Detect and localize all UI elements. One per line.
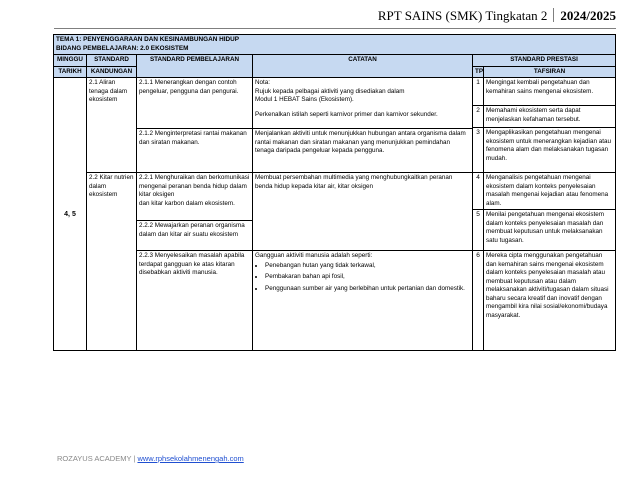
tp-number: 4 xyxy=(473,173,484,210)
theme-cell xyxy=(54,35,616,55)
sp-2-1-2: 2.1.2 Menginterpretasi rantai makanan dan siratan makanan. xyxy=(137,129,253,173)
list-item: • Pembakaran bahan api fosil, xyxy=(265,273,470,282)
col-standard-prestasi: STANDARD PRESTASI xyxy=(473,55,616,67)
sp-2-1-1: 2.1.1 Menerangkan dengan contoh pengeluar, pengguna dan pengurai. xyxy=(137,78,253,129)
note-line: Modul 1 HEBAT Sains (Ekosistem). xyxy=(255,96,354,104)
note-title: Gangguan aktiviti manusia adalah seperti: xyxy=(255,252,373,260)
disturbance-list xyxy=(255,262,470,294)
header-rule xyxy=(54,28,616,29)
week-cell: 4, 5 xyxy=(54,78,87,351)
note-line: Perkenalkan istilah seperti karnivor primer dan karnivor sekunder. xyxy=(255,110,438,118)
table-row xyxy=(54,78,616,106)
tp-description: Mengaplikasikan pengetahuan mengenai ekosistem untuk menerangkan kejadian atau fenomena alam dan melaksanakan tugasan mudah. xyxy=(484,128,616,173)
notes-2-2-1: Membuat persembahan multimedia yang menghubungkaitkan peranan benda hidup kepada kitar air, kitar oksigen xyxy=(253,173,473,251)
column-header-row-1 xyxy=(54,55,616,67)
theme-row xyxy=(54,35,616,55)
col-tp: TP xyxy=(473,66,484,78)
academic-year: 2024/2025 xyxy=(560,8,616,23)
tp-number: 6 xyxy=(473,251,484,351)
tema-label: TEMA 1: PENYENGGARAAN DAN KESINAMBUNGAN HIDUP xyxy=(56,36,239,43)
bidang-label: BIDANG PEMBELAJARAN: 2.0 EKOSISTEM xyxy=(56,44,189,52)
tp-description: Menganalisis pengetahuan mengenai ekosistem dalam konteks penyelesaian masalah mengenai kejadian atau fenomena alam. xyxy=(484,173,616,210)
tp-number: 5 xyxy=(473,210,484,251)
sp-2-2-1 xyxy=(137,173,253,221)
col-standard-kandungan-bottom: KANDUNGAN xyxy=(87,66,137,78)
col-minggu: MINGGU xyxy=(54,55,87,67)
header-divider xyxy=(553,8,554,22)
col-standard-kandungan-top: STANDARD xyxy=(87,55,137,67)
footer-org: ROZAYUS ACADEMY | xyxy=(57,454,138,463)
tp-description: Mengingat kembali pengetahuan dan kemahiran sains mengenai ekosistem. xyxy=(484,78,616,106)
sp-text: disebabkan aktiviti manusia. xyxy=(139,269,218,277)
list-item: • Penebangan hutan yang tidak terkawal, xyxy=(265,262,470,271)
sp-2-2-3 xyxy=(137,251,253,351)
tp-number: 2 xyxy=(473,106,484,128)
col-standard-pembelajaran: STANDARD PEMBELAJARAN xyxy=(137,55,253,78)
tp-number: 3 xyxy=(473,128,484,173)
col-catatan: CATATAN xyxy=(253,55,473,78)
tp-description: Memahami ekosistem serta dapat menjelaskan kefahaman tersebut. xyxy=(484,106,616,128)
notes-2-1-1 xyxy=(253,78,473,129)
sk-2-1: 2.1 Aliran tenaga dalam ekosistem xyxy=(87,78,137,173)
notes-2-1-2: Menjalankan aktiviti untuk menunjukkan hubungan antara organisma dalam rantai makanan dan siratan makanan yang menunjukkan pemindahan tenaga daripada pengeluar kepada pengguna. xyxy=(253,129,473,173)
note-title: Nota: xyxy=(255,79,271,87)
table-row xyxy=(54,251,616,351)
table-row xyxy=(54,173,616,210)
page-footer xyxy=(57,454,244,463)
col-tafsiran: TAFSIRAN xyxy=(484,66,616,78)
list-item: • Penggunaan sumber air yang berlebihan untuk pertanian dan domestik. xyxy=(265,285,470,294)
note-line: Rujuk kepada pelbagai aktiviti yang disediakan dalam xyxy=(255,87,405,95)
tp-description: Menilai pengetahuan mengenai ekosistem dalam konteks penyelesaian masalah dan membuat keputusan untuk melaksanakan satu tugasan. xyxy=(484,210,616,251)
sk-2-2: 2.2 Kitar nutrien dalam ekosistem xyxy=(87,173,137,351)
tp-description: Mereka cipta menggunakan pengetahuan dan kemahiran sains mengenai ekosistem dalam konteks penyelesaian masalah atau membuat keputusan atau dalam melaksanakan aktiviti/tugasan dalam situasi baharu secara kreatif dan inovatif dengan mengambil kira nilai sosial/ekonomi/budaya masyarakat. xyxy=(484,251,616,351)
tp-number: 1 xyxy=(473,78,484,106)
sp-2-2-2: 2.2.2 Mewajarkan peranan organisma dalam dan kitar air suatu ekosistem xyxy=(137,221,253,251)
rpt-table xyxy=(53,34,616,351)
notes-2-2-3 xyxy=(253,251,473,351)
footer-link[interactable]: www.rphsekolahmenengah.com xyxy=(137,454,244,463)
sp-text: dan kitar karbon dalam ekosistem. xyxy=(139,199,235,207)
col-tarikh: TARIKH xyxy=(54,66,87,78)
document-title: RPT SAINS (SMK) Tingkatan 2 xyxy=(377,8,548,23)
page-header xyxy=(378,8,616,24)
sp-text: 2.2.1 Menghuraikan dan berkomunikasi mengenai peranan benda hidup dalam kitar oksigen xyxy=(139,174,250,199)
sp-text: 2.2.3 Menyelesaikan masalah apabila terdapat gangguan ke atas kitaran xyxy=(139,252,245,268)
